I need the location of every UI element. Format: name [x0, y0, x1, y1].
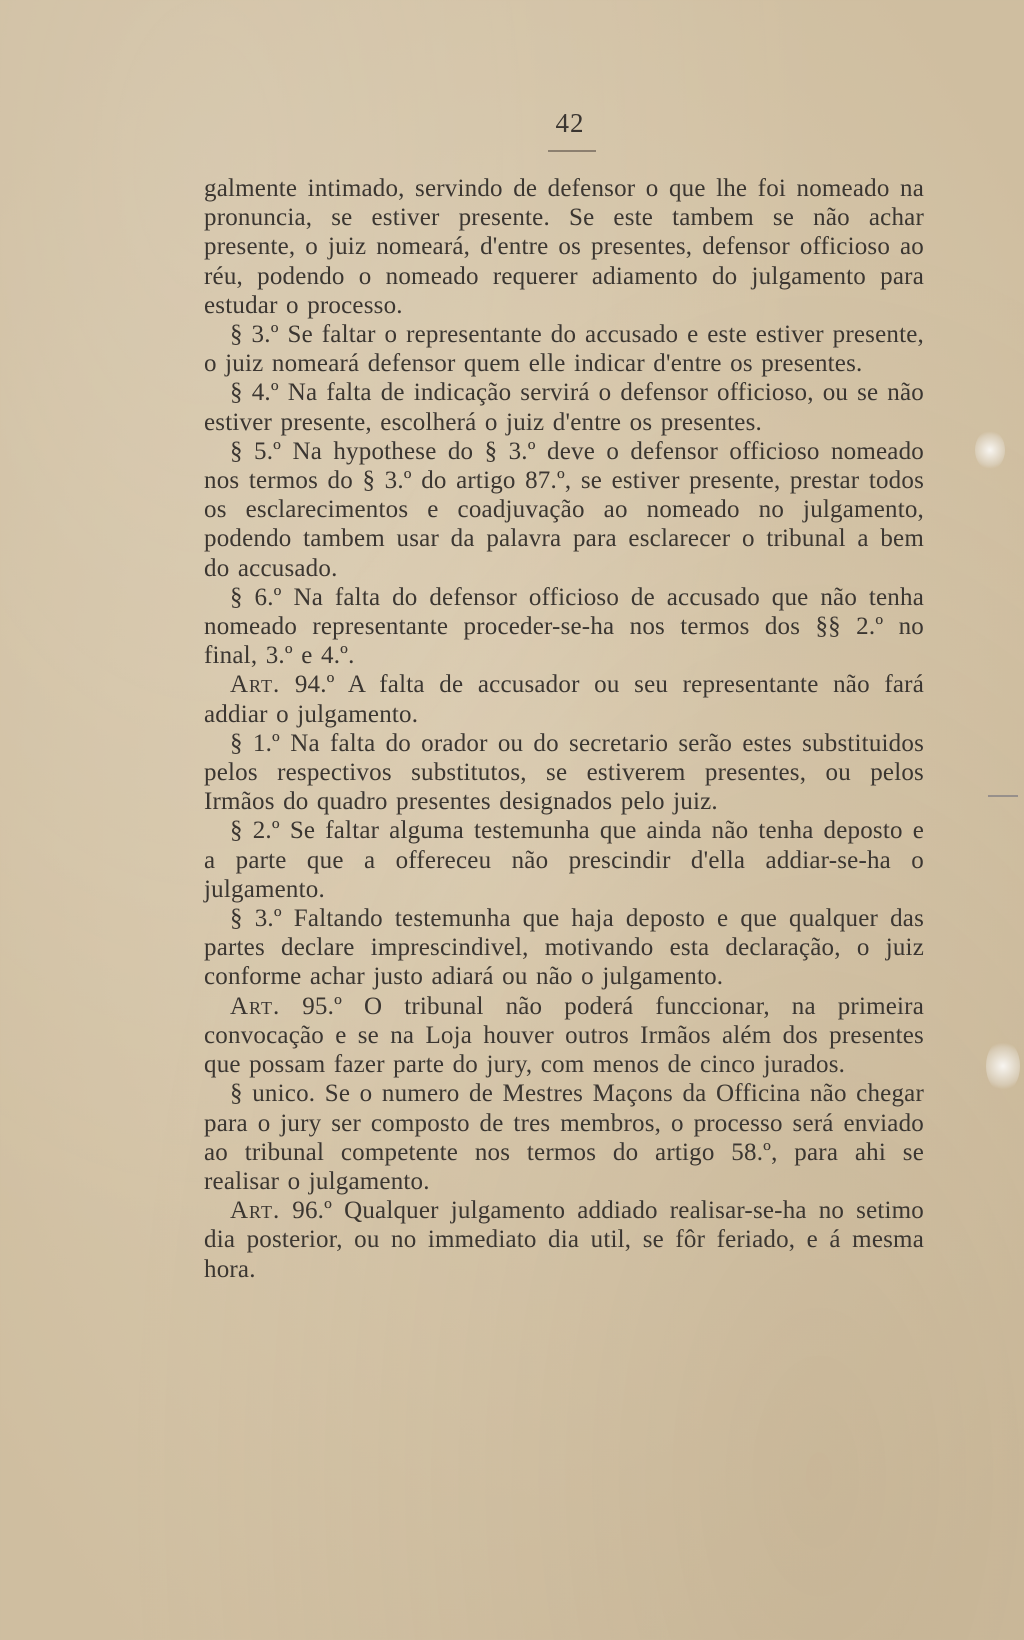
paragraph-text: § 4.º Na falta de indicação servirá o defensor officioso, ou se não estiver presente, escolherá o juiz d'entre os presentes. — [204, 379, 924, 436]
paragraph-art95-section-unico — [204, 1079, 924, 1196]
paragraph-article-94 — [204, 670, 924, 728]
paragraph-text: § 6.º Na falta do defensor officioso de accusado que não tenha nomeado representante proceder-se-ha nos termos dos §§ 2.º no final, 3.º e 4.º. — [204, 583, 924, 670]
article-label: Art. — [230, 1197, 281, 1225]
paragraph-text: § unico. Se o numero de Mestres Maçons da Officina não chegar para o jury ser composto de tres membros, o processo será enviado ao tribunal competente nos termos do artigo 58.º, para ahi se realisar o julgamento. — [204, 1080, 924, 1195]
paragraph-text: 94.º A falta de accusador ou seu representante não fará addiar o julgamento. — [204, 671, 925, 728]
paragraph-art94-section-3 — [204, 904, 924, 992]
paragraph-text: 95.º O tribunal não poderá funccionar, na primeira convocação e se na Loja houver outros Irmãos além dos presentes que possam fazer parte do jury, com menos de cinco jurados. — [204, 992, 924, 1079]
paragraph-text: § 3.º Faltando testemunha que haja deposto e que qualquer das partes declare imprescindivel, motivando esta declaração, o juiz conforme achar justo adiará ou não o julgamento. — [204, 905, 924, 991]
paragraph-article-96 — [204, 1196, 924, 1284]
paragraph-text: § 1.º Na falta do orador ou do secretario serão estes substituidos pelos respectivos substitutos, se estiverem presentes, ou pelos Irmãos do quadro presentes designados pelo juiz. — [204, 729, 924, 816]
page-number: 42 — [555, 108, 585, 138]
paragraph-continuation — [204, 174, 924, 320]
paragraph-text: § 2.º Se faltar alguma testemunha que ainda não tenha deposto e a parte que a offereceu não prescindir d'ella addiar-se-ha o julgamento. — [204, 817, 924, 903]
paper-blemish — [975, 430, 1005, 470]
paragraph-art94-section-2 — [204, 816, 924, 904]
paragraph-article-95 — [204, 992, 924, 1080]
paragraph-section-4 — [204, 378, 924, 436]
article-label: Art. — [230, 992, 281, 1020]
paragraph-text: 96.º Qualquer julgamento addiado realisar-se-ha no setimo dia posterior, ou no immediato dia util, se fôr feriado, e á mesma hora. — [204, 1197, 925, 1283]
page-body-text — [204, 174, 924, 1284]
margin-mark — [988, 795, 1018, 797]
header-rule — [548, 150, 596, 152]
paragraph-section-6 — [204, 583, 924, 671]
paragraph-text: § 5.º Na hypothese do § 3.º deve o defensor officioso nomeado nos termos do § 3.º do artigo 87.º, se estiver presente, prestar todos os esclarecimentos e coadjuvação ao nomeado no julgamento, podendo tambem usar da palavra para esclarecer o tribunal a bem do accusado. — [204, 437, 924, 582]
paper-blemish — [986, 1040, 1020, 1092]
paragraph-text: § 3.º Se faltar o representante do accusado e este estiver presente, o juiz nomeará defensor quem elle indicar d'entre os presentes. — [204, 321, 924, 378]
article-label: Art. — [230, 671, 281, 699]
paragraph-text: galmente intimado, servindo de defensor o que lhe foi nomeado na pronuncia, se estiver presente. Se este tambem se não achar presente, o juiz nomeará, d'entre os presentes, defensor officioso ao réu, podendo o nomeado requerer adiamento do julgamento para estudar o processo. — [204, 175, 924, 319]
paragraph-art94-section-1 — [204, 729, 924, 817]
paragraph-section-3 — [204, 320, 924, 378]
paragraph-section-5 — [204, 437, 924, 583]
